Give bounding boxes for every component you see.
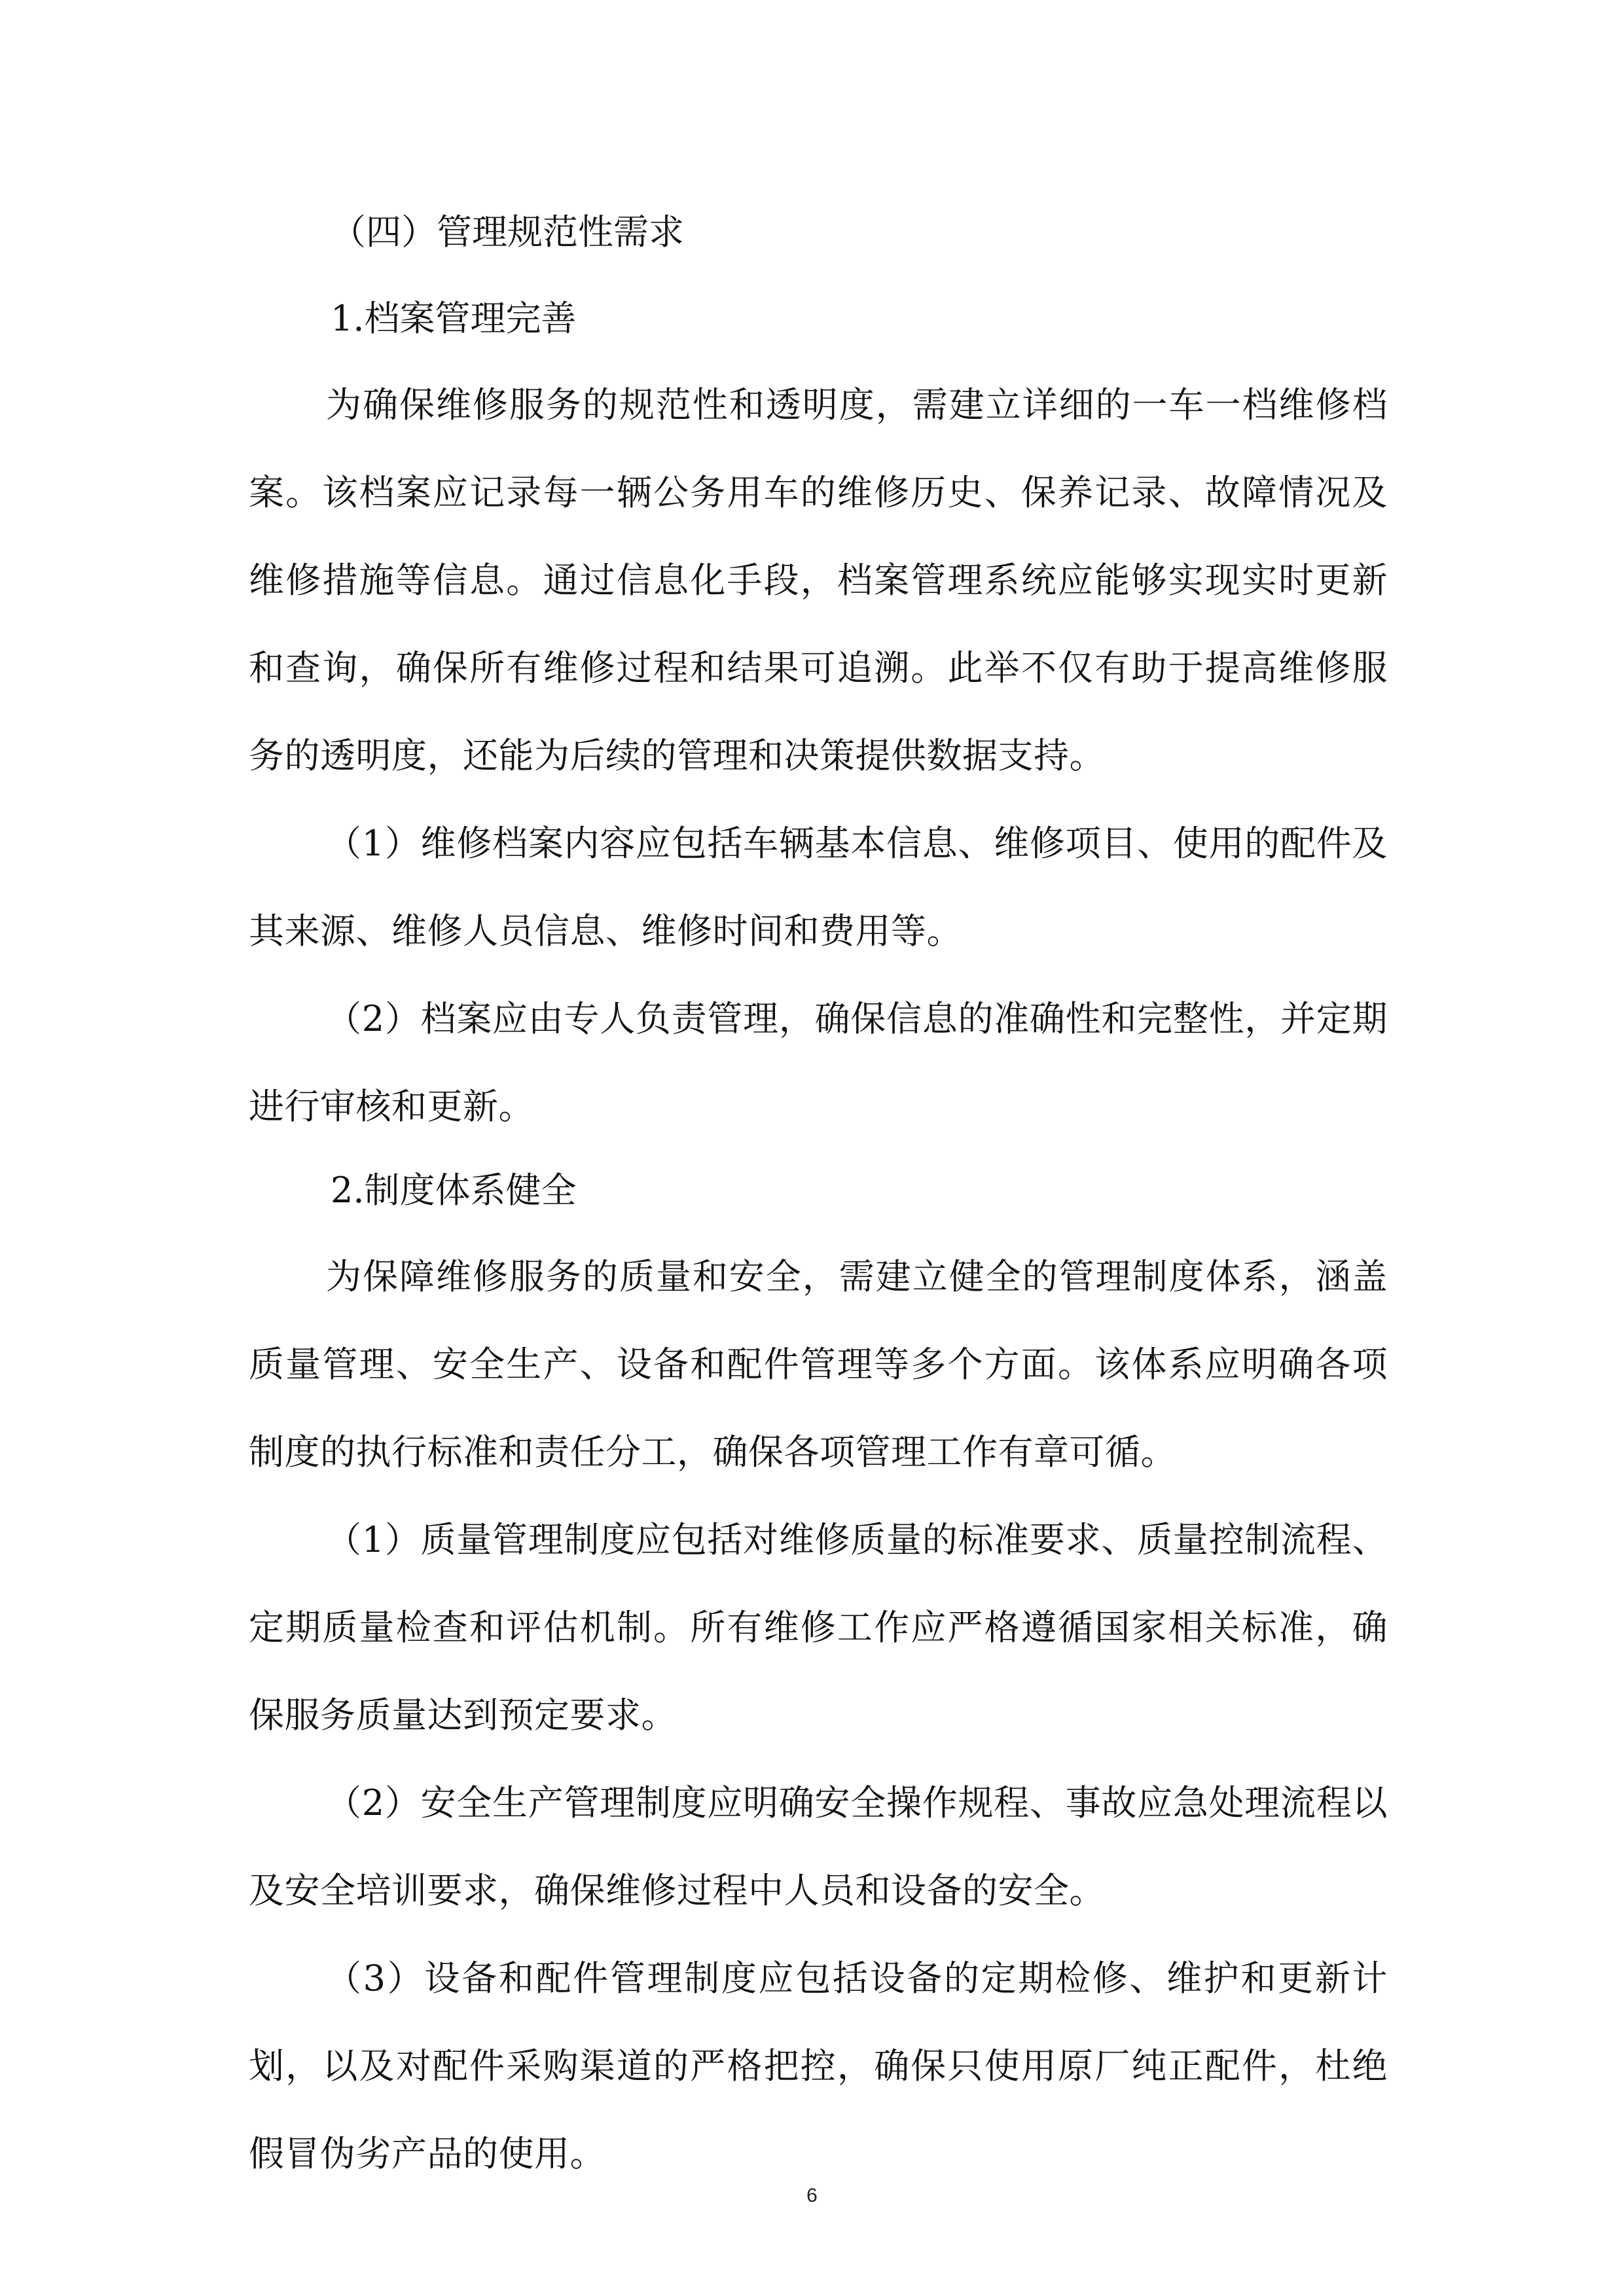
subsection-1-intro: 为确保维修服务的规范性和透明度，需建立详细的一车一档维修档案。该档案应记录每一辆公务用车的维修历史、保养记录、故障情况及维修措施等信息。通过信息化手段，档案管理系统应能够实现实时更新和查询，确保所有维修过程和结果可追溯。此举不仅有助于提高维修服务的透明度，还能为后续的管理和决策提供数据支持。 — [249, 384, 1388, 776]
subsection-2-title: 2.制度体系健全 — [331, 1170, 577, 1211]
subsection-1-title: 1.档案管理完善 — [331, 298, 577, 339]
subsection-1-body — [249, 382, 1388, 1172]
subsection-1-item-2: （2）档案应由专人负责管理，确保信息的准确性和完整性，并定期进行审核和更新。 — [249, 998, 1388, 1127]
subsection-2-item-1: （1）质量管理制度应包括对维修质量的标准要求、质量控制流程、定期质量检查和评估机制。所有维修工作应严格遵循国家相关标准，确保服务质量达到预定要求。 — [249, 1519, 1388, 1736]
subsection-2-intro: 为保障维修服务的质量和安全，需建立健全的管理制度体系，涵盖质量管理、安全生产、设备和配件管理等多个方面。该体系应明确各项制度的执行标准和责任分工，确保各项管理工作有章可循。 — [249, 1256, 1388, 1473]
subsection-2-body — [249, 1254, 1388, 2219]
page-number: 6 — [806, 2185, 818, 2206]
subsection-1-item-1: （1）维修档案内容应包括车辆基本信息、维修项目、使用的配件及其来源、维修人员信息、维修时间和费用等。 — [249, 823, 1388, 952]
subsection-2-item-3: （3）设备和配件管理制度应包括设备的定期检修、维护和更新计划，以及对配件采购渠道的严格把控，确保只使用原厂纯正配件，杜绝假冒伪劣产品的使用。 — [249, 1958, 1388, 2174]
subsection-2-item-2: （2）安全生产管理制度应明确安全操作规程、事故应急处理流程以及安全培训要求，确保维修过程中人员和设备的安全。 — [249, 1782, 1388, 1911]
section-heading: （四）管理规范性需求 — [331, 211, 684, 253]
document-page — [249, 209, 1388, 2219]
